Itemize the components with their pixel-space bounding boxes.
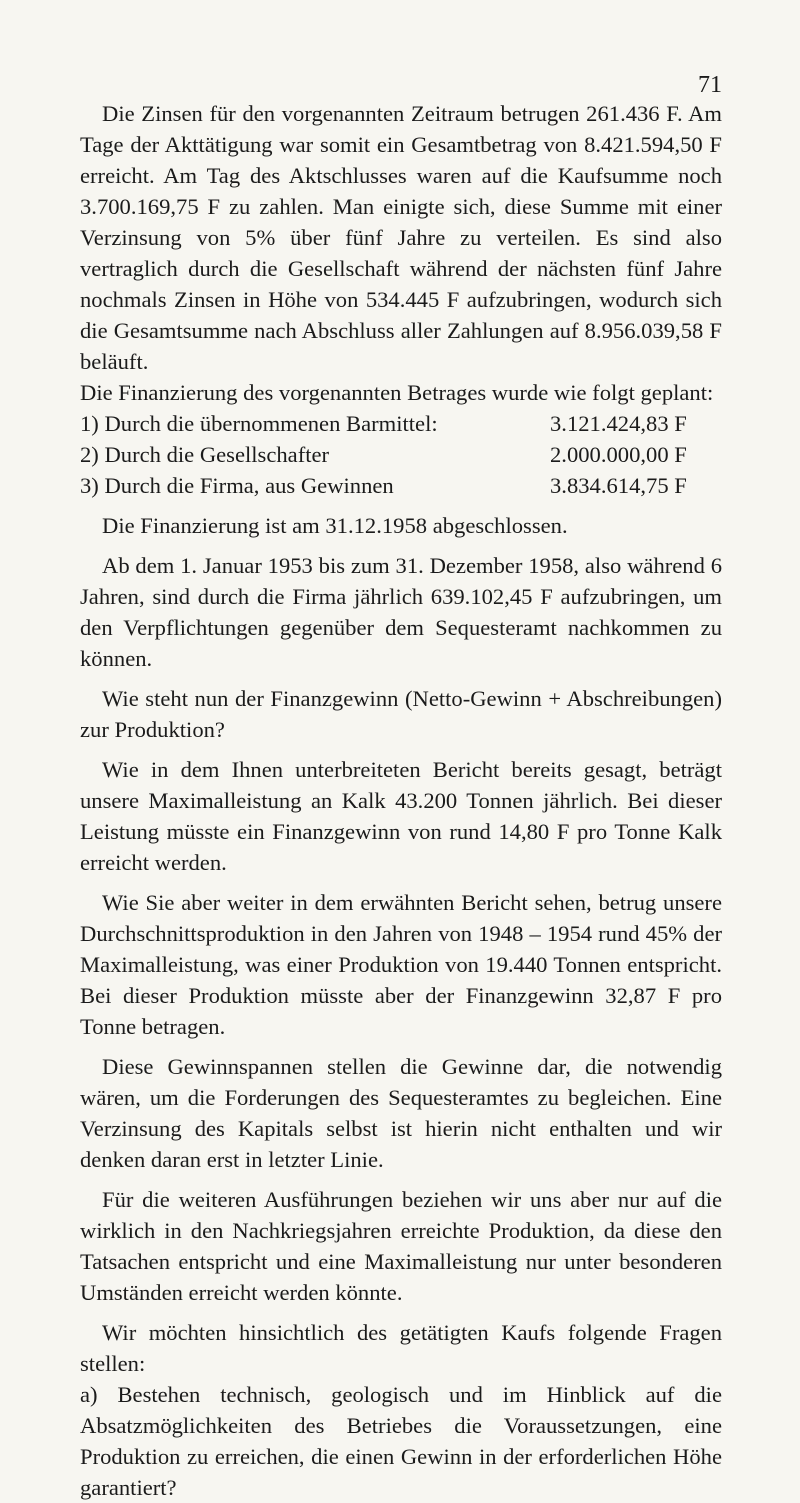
- paragraph-average-output: Wie Sie aber weiter in dem erwähnten Bericht sehen, betrug unsere Durchschnittsproduktion in den Jahren von 1948 – 1954 rund 45% der Maximalleistung, was einer Produktion von 19.440 Tonnen entspricht. Bei dieser Produktion müsste aber der Finanzgewinn 32,87 F pro Tonne betragen.: [80, 890, 722, 1039]
- financing-item-label: 1) Durch die übernommenen Barmittel:: [80, 411, 438, 436]
- paragraph-questions-intro: Wir möchten hinsichtlich des getätigten Kaufs folgende Fragen stellen:: [80, 1320, 722, 1376]
- paragraph-actual-production: Für die weiteren Ausführungen beziehen wir uns aber nur auf die wirklich in den Nachkriegsjahren erreichte Produktion, da diese den Tatsachen entspricht und eine Maximalleistung nur unter besonderen Umständen erreicht werden könnte.: [80, 1187, 722, 1305]
- paragraph-financing-complete: Die Finanzierung ist am 31.12.1958 abgeschlossen.: [102, 513, 568, 538]
- financing-item-amount: 3.121.424,83 F: [550, 411, 687, 436]
- paragraph-annual-obligation: Ab dem 1. Januar 1953 bis zum 31. Dezember 1958, also während 6 Jahren, sind durch die Firma jährlich 639.102,45 F aufzubringen, um den Verpflichtungen gegenüber dem Sequesteramt nachkommen zu können.: [80, 553, 722, 671]
- paragraph-interest: Die Zinsen für den vorgenannten Zeitraum betrugen 261.436 F. Am Tage der Akttätigung war somit ein Gesamtbetrag von 8.421.594,50 F erreicht. Am Tag des Aktschlusses waren auf die Kaufsumme noch 3.700.169,75 F zu zahlen. Man einigte sich, diese Summe mit einer Verzinsung von 5% über fünf Jahre zu verteilen. Es sind also vertraglich durch die Gesellschaft während der nächsten fünf Jahre nochmals Zinsen in Höhe von 534.445 F aufzubringen, wodurch sich die Gesamtsumme nach Abschluss aller Zahlungen auf 8.956.039,58 F beläuft.: [80, 101, 722, 374]
- paragraph-margins: Diese Gewinnspannen stellen die Gewinne dar, die notwendig wären, um die Forderungen des Sequesteramtes zu begleichen. Eine Verzinsung des Kapitals selbst ist hierin nicht enthalten und wir denken daran erst in letzter Linie.: [80, 1054, 722, 1172]
- body-text: [80, 98, 722, 1503]
- page-number: 71: [698, 72, 722, 98]
- financing-item-1: [80, 408, 722, 439]
- question-a: a) Bestehen technisch, geologisch und im Hinblick auf die Absatzmöglichkeiten des Betriebes die Voraussetzungen, eine Produktion zu erreichen, die einen Gewinn in der erforderlichen Höhe garantiert?: [80, 1382, 722, 1500]
- financing-item-2: [80, 439, 722, 470]
- financing-item-amount: 2.000.000,00 F: [550, 442, 687, 467]
- paragraph-max-output: Wie in dem Ihnen unterbreiteten Bericht bereits gesagt, beträgt unsere Maximalleistung an Kalk 43.200 Tonnen jährlich. Bei dieser Leistung müsste ein Finanzgewinn von rund 14,80 F pro Tonne Kalk erreicht werden.: [80, 757, 722, 875]
- paragraph-question-profit: Wie steht nun der Finanzgewinn (Netto-Gewinn + Abschreibungen) zur Produktion?: [80, 686, 722, 742]
- financing-item-3: [80, 470, 722, 501]
- financing-item-amount: 3.834.614,75 F: [550, 473, 687, 498]
- financing-list: [80, 408, 722, 501]
- financing-item-label: 2) Durch die Gesellschafter: [80, 442, 330, 467]
- paragraph-financing-intro: Die Finanzierung des vorgenannten Betrages wurde wie folgt geplant:: [80, 380, 714, 405]
- financing-item-label: 3) Durch die Firma, aus Gewinnen: [80, 473, 394, 498]
